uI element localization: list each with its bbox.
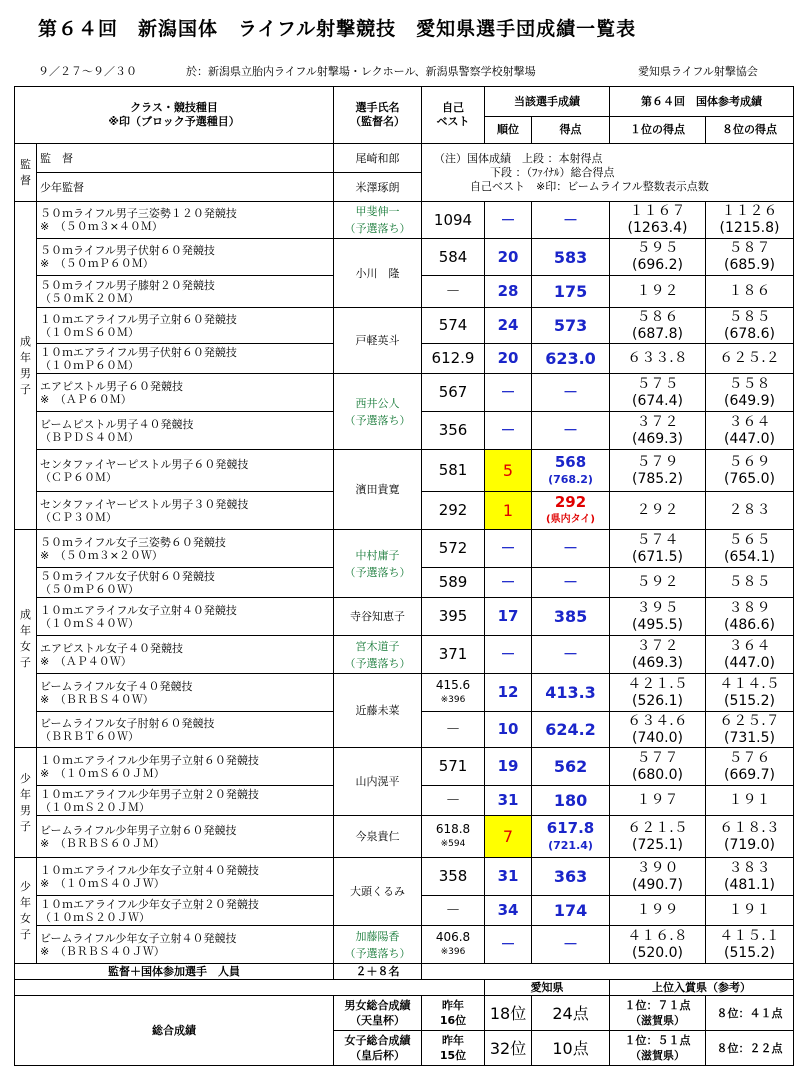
eighth-place-cell: ５８５ (678.6) [706,308,794,344]
athlete-cell: 宮木道子 （予選落ち） [334,636,422,674]
score-cell: － [532,568,610,598]
score-cell: 617.8 (721.4) [532,816,610,858]
best-cell: 406.8 ※396 [422,926,485,964]
rank-cell: 20 [485,344,532,374]
rank-cell: 34 [485,896,532,926]
athlete-cell: 中村庸子 （予選落ち） [334,530,422,598]
first-place-cell: ６３４.６ (740.0) [610,712,706,748]
first-place-cell: ５７４ (671.5) [610,530,706,568]
athlete-cell: 戸軽英斗 [334,308,422,374]
eighth-place-total: ８位：４１点 [706,996,794,1031]
first-place-cell: １９７ [610,786,706,816]
rank-cell: 24 [485,308,532,344]
page-title: 第６４回 新潟国体 ライフル射撃競技 愛知県選手団成績一覧表 [38,18,637,40]
eighth-place-cell: １８６ [706,276,794,308]
rank-cell: 1 [485,492,532,530]
note-line: （注）国体成績 上段 ：本射得点 [434,151,603,165]
first-place-cell: ５８６ (687.8) [610,308,706,344]
table-row [15,748,794,786]
results-table [14,86,794,1066]
note-line: 自己ベスト ※印：ビームライフル整数表示点数 [470,179,709,193]
last-year-rank: 昨年 16位 [422,996,485,1031]
event-cell: １０ｍエアライフル男子伏射６０発競技 （１０ｍＰ６０Ｍ） [37,344,334,374]
score-cell: 573 [532,308,610,344]
score-cell: － [532,530,610,568]
rank-cell: 7 [485,816,532,858]
eighth-place-cell: １９１ [706,786,794,816]
table-row [15,374,794,412]
event-cell: ビームライフル女子４０発競技 ※ （ＢＲＢＳ４０Ｗ） [37,674,334,712]
best-cell: 581 [422,450,485,492]
best-cell: 356 [422,412,485,450]
group-label-text: 少年女子 [20,879,31,941]
aichi-header: 愛知県 [485,980,610,996]
event-cell: ビームライフル女子肘射６０発競技 （ＢＲＢＴ６０Ｗ） [37,712,334,748]
first-place-total: １位：７１点 （滋賀県） [610,996,706,1031]
event-cell: ビームピストル男子４０発競技 （ＢＰＤＳ４０Ｍ） [37,412,334,450]
eighth-place-cell: ６１８.３ (719.0) [706,816,794,858]
score-cell: 175 [532,276,610,308]
women-total-label: 女子総合成績 （皇后杯） [334,1031,422,1066]
event-cell: センタファイヤーピストル男子３０発競技 （ＣＰ３０Ｍ） [37,492,334,530]
coach-name: 米澤琢朗 [334,173,422,202]
eighth-place-cell: １１２６ (1215.8) [706,202,794,239]
event-cell: １０ｍエアライフル少年男子立射２０発競技 （１０ｍＳ２０ＪＭ） [37,786,334,816]
eighth-place-cell: ２８３ [706,492,794,530]
rank-cell: 31 [485,858,532,896]
eighth-place-cell: １９１ [706,896,794,926]
athlete-cell: 今泉貴仁 [334,816,422,858]
rank-cell: － [485,374,532,412]
event-cell: ５０ｍライフル女子伏射６０発競技 （５０ｍＰ６０Ｗ） [37,568,334,598]
athlete-cell: 大頭くるみ [334,858,422,926]
participants-count: ２＋８名 [334,964,422,980]
eighth-place-cell: ５８７ (685.9) [706,239,794,276]
score-cell: 180 [532,786,610,816]
eighth-place-cell: ４１５.１ (515.2) [706,926,794,964]
role-label: 監 督 [37,144,334,173]
score-cell: － [532,412,610,450]
table-row [15,926,794,964]
event-cell: ５０ｍライフル男子伏射６０発競技 ※ （５０ｍＰ６０Ｍ） [37,239,334,276]
first-place-cell: ３９０ (490.7) [610,858,706,896]
group-label-text: 成年女子 [20,607,31,669]
best-cell: 371 [422,636,485,674]
first-place-cell: ３７２ (469.3) [610,412,706,450]
coach-name: 尾崎和郎 [334,144,422,173]
group-label-text: 監督 [20,157,31,187]
role-label: 少年監督 [37,173,334,202]
athlete-cell: 西井公人 （予選落ち） [334,374,422,450]
eighth-place-cell: ５６５ (654.1) [706,530,794,568]
class-header: クラス・競技種目 ※印（ブロック予選種目） [15,87,334,144]
best-cell: 358 [422,858,485,896]
first-place-cell: ２９２ [610,492,706,530]
best-cell: 567 [422,374,485,412]
athlete-cell: 加藤陽香 （予選落ち） [334,926,422,964]
top-prefecture-header: 上位入賞県（参考） [610,980,794,996]
rank-cell: 20 [485,239,532,276]
aichi-points: 10点 [532,1031,610,1066]
best-cell: － [422,786,485,816]
best-cell: － [422,276,485,308]
score-cell: － [532,926,610,964]
athlete-cell: 寺谷知恵子 [334,598,422,636]
table-row [15,674,794,712]
best-header: 自己 ベスト [422,87,485,144]
first-place-cell: ３７２ (469.3) [610,636,706,674]
group-label-text: 成年男子 [20,334,31,396]
reference-header: 第６４回 国体参考成績 [610,87,794,117]
notes [422,144,794,202]
best-cell: 1094 [422,202,485,239]
first-place-cell: １９９ [610,896,706,926]
event-cell: エアピストル女子４０発競技 ※ （ＡＰ４０Ｗ） [37,636,334,674]
event-cell: １０ｍエアライフル少年女子立射４０発競技 ※ （１０ｍＳ４０ＪＷ） [37,858,334,896]
aichi-rank: 32位 [485,1031,532,1066]
event-cell: ビームライフル少年男子立射６０発競技 ※ （ＢＲＢＳ６０ＪＭ） [37,816,334,858]
eighth-place-cell: ６２５.７ (731.5) [706,712,794,748]
table-row [15,202,794,239]
athlete-cell: 山内滉平 [334,748,422,816]
name-header: 選手氏名 （監督名） [334,87,422,144]
first-place-cell: ３９５ (495.5) [610,598,706,636]
event-cell: ビームライフル少年女子立射４０発競技 ※ （ＢＲＢＳ４０ＪＷ） [37,926,334,964]
rank-cell: 19 [485,748,532,786]
event-cell: １０ｍエアライフル少年男子立射６０発競技 ※ （１０ｍＳ６０ＪＭ） [37,748,334,786]
table-row [15,598,794,636]
event-cell: ５０ｍライフル男子三姿勢１２０発競技 ※ （５０ｍ３×４０Ｍ） [37,202,334,239]
score-cell: 363 [532,858,610,896]
eighth-place-cell: ３６４ (447.0) [706,636,794,674]
athlete-cell: 小川 隆 [334,239,422,308]
blank-cell [422,964,794,980]
rank-cell: 17 [485,598,532,636]
score-cell: 292 (県内タイ) [532,492,610,530]
eighth-place-cell: ４１４.５ (515.2) [706,674,794,712]
rank-cell: － [485,530,532,568]
eighth-place-cell: ６２５.２ [706,344,794,374]
best-cell: 292 [422,492,485,530]
group-label-girls [15,858,37,964]
first-place-total: １位：５１点 （滋賀県） [610,1031,706,1066]
venue: 於：新潟県立胎内ライフル射撃場・レクホール、新潟県警察学校射撃場 [186,65,536,78]
first-place-cell: １９２ [610,276,706,308]
total-label: 総合成績 [15,996,334,1066]
participants-label: 監督＋国体参加選手 人員 [15,964,334,980]
rank-cell: － [485,926,532,964]
best-cell: 571 [422,748,485,786]
group-label-boys [15,748,37,858]
first-place-cell: ４１６.８ (520.0) [610,926,706,964]
rank-cell: － [485,202,532,239]
best-cell: 589 [422,568,485,598]
best-cell: 612.9 [422,344,485,374]
rank-cell: 31 [485,786,532,816]
best-cell: 395 [422,598,485,636]
table-row [15,308,794,344]
event-cell: １０ｍエアライフル少年女子立射２０発競技 （１０ｍＳ２０ＪＷ） [37,896,334,926]
first-place-cell: ５７９ (785.2) [610,450,706,492]
eighth-place-total: ８位：２２点 [706,1031,794,1066]
group-label-women [15,530,37,748]
rank-cell: 12 [485,674,532,712]
rank-cell: － [485,636,532,674]
blank-cell [15,980,485,996]
best-cell: 415.6 ※396 [422,674,485,712]
table-row [15,530,794,568]
first-place-cell: ４２１.５ (526.1) [610,674,706,712]
event-cell: エアピストル男子６０発競技 ※ （ＡＰ６０Ｍ） [37,374,334,412]
score-header: 得点 [532,117,610,144]
aichi-points: 24点 [532,996,610,1031]
current-header: 当該選手成績 [485,87,610,117]
eighth-place-cell: ３８９ (486.6) [706,598,794,636]
table-row [15,450,794,492]
eighth-place-cell: ５６９ (765.0) [706,450,794,492]
organization: 愛知県ライフル射撃協会 [638,65,758,78]
score-cell: － [532,374,610,412]
last-year-rank: 昨年 15位 [422,1031,485,1066]
score-cell: 562 [532,748,610,786]
men-women-total-label: 男女総合成績 （天皇杯） [334,996,422,1031]
best-cell: － [422,712,485,748]
event-cell: センタファイヤーピストル男子６０発競技 （ＣＰ６０Ｍ） [37,450,334,492]
rank-cell: － [485,568,532,598]
score-cell: 174 [532,896,610,926]
table-row [15,816,794,858]
eighth-place-cell: ５８５ [706,568,794,598]
rank-cell: 10 [485,712,532,748]
event-dates: ９／２７～９／３０ [38,65,137,78]
best-cell: 618.8 ※594 [422,816,485,858]
rank-header: 順位 [485,117,532,144]
event-cell: １０ｍエアライフル女子立射４０発競技 （１０ｍＳ４０Ｗ） [37,598,334,636]
eighth-place-cell: ３６４ (447.0) [706,412,794,450]
table-row [15,636,794,674]
score-cell: 413.3 [532,674,610,712]
best-cell: 584 [422,239,485,276]
note-line: 下段 ：（ﾌｧｲﾅﾙ）総合得点 [490,165,615,179]
first-place-cell: ５７５ (674.4) [610,374,706,412]
group-label-men [15,202,37,530]
group-label-kantoku [15,144,37,202]
eighth-place-cell: ３８３ (481.1) [706,858,794,896]
score-cell: 583 [532,239,610,276]
eighth-place-cell: ５５８ (649.9) [706,374,794,412]
score-cell: 623.0 [532,344,610,374]
best-cell: － [422,896,485,926]
best-cell: 572 [422,530,485,568]
best-cell: 574 [422,308,485,344]
event-cell: １０ｍエアライフル男子立射６０発競技 （１０ｍＳ６０Ｍ） [37,308,334,344]
event-cell: ５０ｍライフル女子三姿勢６０発競技 ※ （５０ｍ３×２０Ｗ） [37,530,334,568]
group-label-text: 少年男子 [20,771,31,833]
first-place-header: １位の得点 [610,117,706,144]
rank-cell: － [485,412,532,450]
score-cell: 624.2 [532,712,610,748]
rank-cell: 28 [485,276,532,308]
table-row [15,239,794,276]
first-place-cell: ５７７ (680.0) [610,748,706,786]
score-cell: 385 [532,598,610,636]
eighth-place-header: ８位の得点 [706,117,794,144]
eighth-place-cell: ５７６ (669.7) [706,748,794,786]
score-cell: 568 (768.2) [532,450,610,492]
rank-cell: 5 [485,450,532,492]
aichi-rank: 18位 [485,996,532,1031]
athlete-cell: 濱田貴寛 [334,450,422,530]
score-cell: － [532,636,610,674]
athlete-cell: 甲斐伸一 （予選落ち） [334,202,422,239]
first-place-cell: ６２１.５ (725.1) [610,816,706,858]
table-row [15,858,794,896]
event-cell: ５０ｍライフル男子膝射２０発競技 （５０ｍＫ２０Ｍ） [37,276,334,308]
first-place-cell: １１６７ (1263.4) [610,202,706,239]
athlete-cell: 近藤未菜 [334,674,422,748]
first-place-cell: ６３３.８ [610,344,706,374]
first-place-cell: ５９２ [610,568,706,598]
score-cell: － [532,202,610,239]
first-place-cell: ５９５ (696.2) [610,239,706,276]
